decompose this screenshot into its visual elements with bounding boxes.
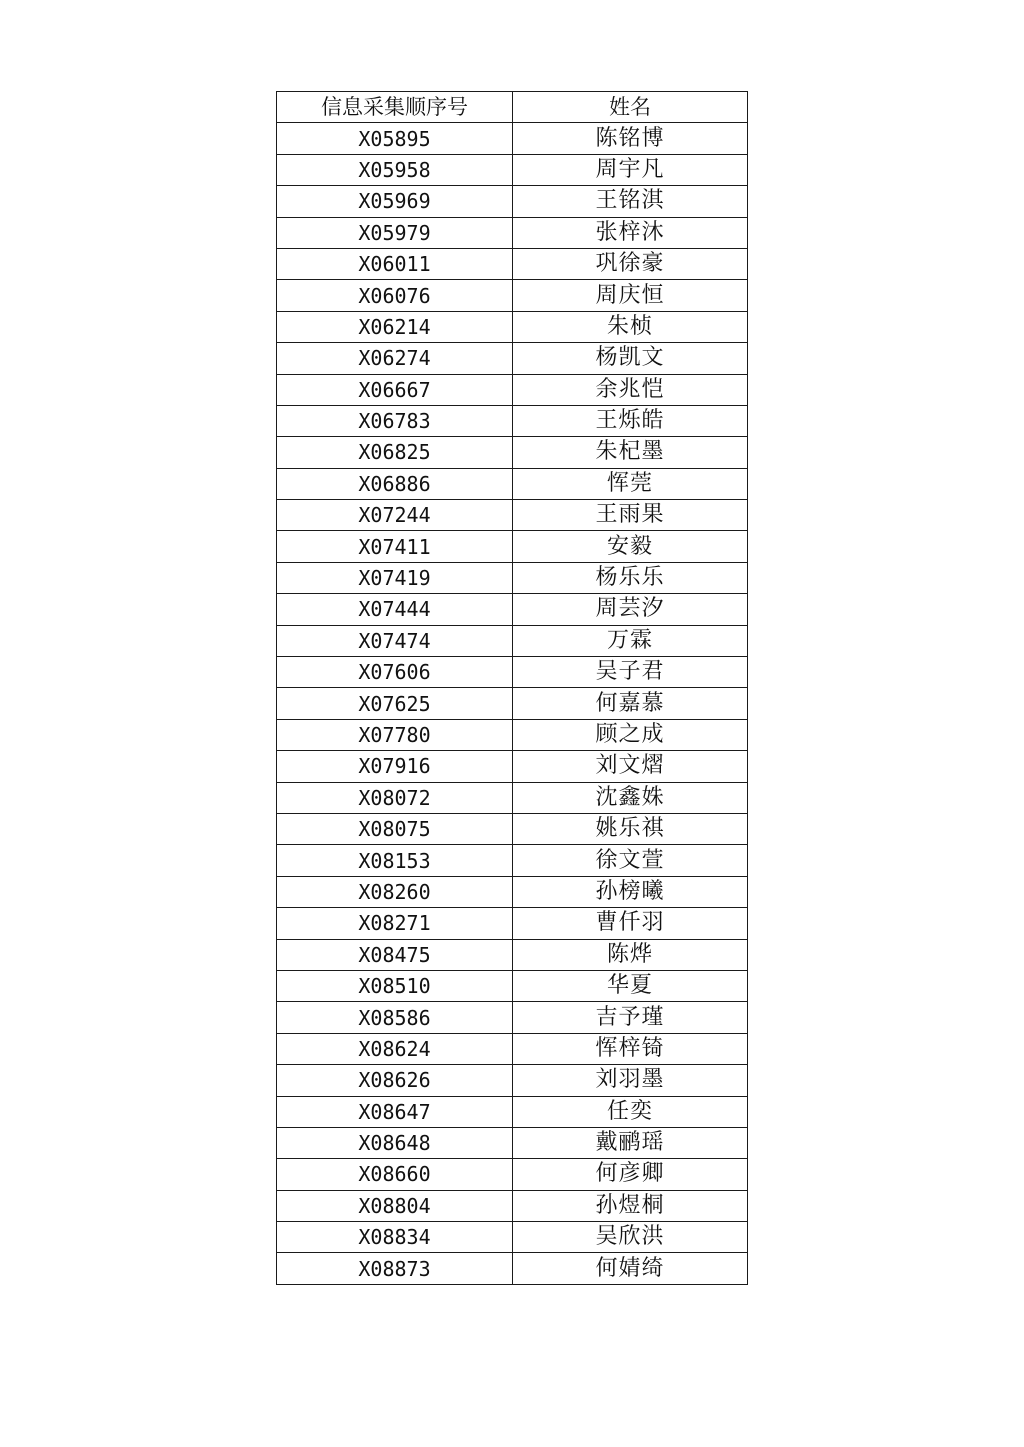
sequence-number-cell: X08510 [277, 970, 513, 1001]
sequence-number-cell: X08648 [277, 1127, 513, 1158]
name-cell: 巩徐豪 [513, 248, 748, 279]
table-row [277, 876, 748, 907]
table-row [277, 719, 748, 750]
table-row [277, 186, 748, 217]
name-cell: 戴鹂瑶 [513, 1127, 748, 1158]
table-row [277, 813, 748, 844]
name-cell: 恽莞 [513, 468, 748, 499]
name-cell: 陈烨 [513, 939, 748, 970]
name-cell: 何婧绮 [513, 1253, 748, 1284]
table-row [277, 625, 748, 656]
table-row [277, 531, 748, 562]
sequence-number-cell: X06011 [277, 248, 513, 279]
sequence-number-cell: X08475 [277, 939, 513, 970]
table-row [277, 1065, 748, 1096]
name-cell: 万霖 [513, 625, 748, 656]
sequence-number-cell: X05979 [277, 217, 513, 248]
table-row [277, 562, 748, 593]
name-cell: 孙煜桐 [513, 1190, 748, 1221]
sequence-number-cell: X06886 [277, 468, 513, 499]
table-row [277, 374, 748, 405]
name-cell: 张梓沐 [513, 217, 748, 248]
sequence-number-cell: X08660 [277, 1159, 513, 1190]
table-row [277, 405, 748, 436]
sequence-number-cell: X08834 [277, 1222, 513, 1253]
name-cell: 刘羽墨 [513, 1065, 748, 1096]
table-row [277, 657, 748, 688]
name-cell: 何彦卿 [513, 1159, 748, 1190]
name-cell: 王铭淇 [513, 186, 748, 217]
name-cell: 朱桢 [513, 311, 748, 342]
sequence-number-cell: X06274 [277, 343, 513, 374]
table-row [277, 1253, 748, 1284]
sequence-number-cell: X08624 [277, 1033, 513, 1064]
name-cell: 恽梓锜 [513, 1033, 748, 1064]
table-row [277, 217, 748, 248]
column-header-sequence-number: 信息采集顺序号 [277, 92, 513, 123]
name-cell: 余兆恺 [513, 374, 748, 405]
sequence-number-cell: X07444 [277, 594, 513, 625]
name-cell: 刘文熠 [513, 751, 748, 782]
header-row [277, 92, 748, 123]
table-row [277, 280, 748, 311]
sequence-number-cell: X05969 [277, 186, 513, 217]
name-cell: 顾之成 [513, 719, 748, 750]
table-row [277, 248, 748, 279]
table-row [277, 1190, 748, 1221]
sequence-number-cell: X07244 [277, 500, 513, 531]
roster-table [276, 91, 748, 1285]
sequence-number-cell: X05958 [277, 154, 513, 185]
name-cell: 曹仟羽 [513, 908, 748, 939]
table-row [277, 468, 748, 499]
table-row [277, 311, 748, 342]
name-cell: 沈鑫姝 [513, 782, 748, 813]
name-cell: 王烁皓 [513, 405, 748, 436]
table-row [277, 1002, 748, 1033]
name-cell: 周宇凡 [513, 154, 748, 185]
sequence-number-cell: X08804 [277, 1190, 513, 1221]
sequence-number-cell: X07474 [277, 625, 513, 656]
name-cell: 吴欣洪 [513, 1222, 748, 1253]
sequence-number-cell: X07411 [277, 531, 513, 562]
table-row [277, 939, 748, 970]
name-cell: 陈铭博 [513, 123, 748, 154]
table-row [277, 751, 748, 782]
name-cell: 姚乐祺 [513, 813, 748, 844]
sequence-number-cell: X06825 [277, 437, 513, 468]
table-row [277, 500, 748, 531]
sequence-number-cell: X08072 [277, 782, 513, 813]
sequence-number-cell: X08873 [277, 1253, 513, 1284]
sequence-number-cell: X08271 [277, 908, 513, 939]
name-cell: 华夏 [513, 970, 748, 1001]
sequence-number-cell: X05895 [277, 123, 513, 154]
sequence-number-cell: X06783 [277, 405, 513, 436]
table-row [277, 1096, 748, 1127]
table-row [277, 594, 748, 625]
table-row [277, 343, 748, 374]
sequence-number-cell: X06667 [277, 374, 513, 405]
name-cell: 吉予瑾 [513, 1002, 748, 1033]
table-row [277, 782, 748, 813]
name-cell: 周芸汐 [513, 594, 748, 625]
table-row [277, 437, 748, 468]
name-cell: 王雨果 [513, 500, 748, 531]
table-row [277, 154, 748, 185]
sequence-number-cell: X08153 [277, 845, 513, 876]
name-cell: 任奕 [513, 1096, 748, 1127]
roster-body [277, 123, 748, 1284]
sequence-number-cell: X08260 [277, 876, 513, 907]
name-cell: 朱杞墨 [513, 437, 748, 468]
sequence-number-cell: X08626 [277, 1065, 513, 1096]
roster-sheet [276, 91, 747, 1285]
table-row [277, 123, 748, 154]
sequence-number-cell: X07916 [277, 751, 513, 782]
sequence-number-cell: X07625 [277, 688, 513, 719]
name-cell: 杨凯文 [513, 343, 748, 374]
sequence-number-cell: X07780 [277, 719, 513, 750]
sequence-number-cell: X08647 [277, 1096, 513, 1127]
name-cell: 徐文萱 [513, 845, 748, 876]
sequence-number-cell: X07419 [277, 562, 513, 593]
table-row [277, 845, 748, 876]
table-row [277, 1222, 748, 1253]
table-row [277, 688, 748, 719]
name-cell: 何嘉慕 [513, 688, 748, 719]
table-row [277, 1033, 748, 1064]
table-row [277, 1127, 748, 1158]
sequence-number-cell: X06214 [277, 311, 513, 342]
name-cell: 孙榜曦 [513, 876, 748, 907]
table-row [277, 970, 748, 1001]
sequence-number-cell: X07606 [277, 657, 513, 688]
name-cell: 安毅 [513, 531, 748, 562]
name-cell: 吴子君 [513, 657, 748, 688]
name-cell: 周庆恒 [513, 280, 748, 311]
table-row [277, 908, 748, 939]
column-header-name: 姓名 [513, 92, 748, 123]
sequence-number-cell: X08075 [277, 813, 513, 844]
table-row [277, 1159, 748, 1190]
sequence-number-cell: X06076 [277, 280, 513, 311]
sequence-number-cell: X08586 [277, 1002, 513, 1033]
name-cell: 杨乐乐 [513, 562, 748, 593]
